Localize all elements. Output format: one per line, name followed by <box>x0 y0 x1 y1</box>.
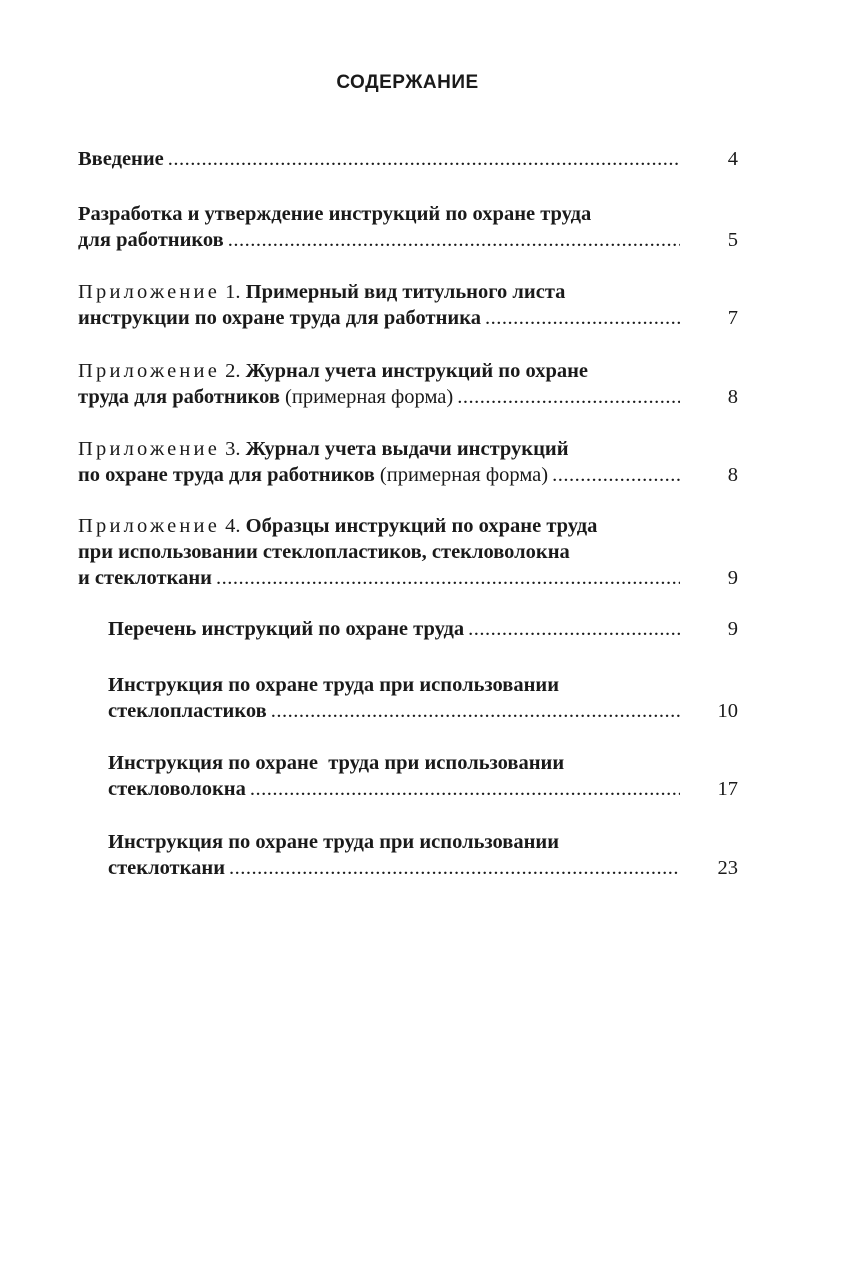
page-title: СОДЕРЖАНИЕ <box>336 72 479 93</box>
page-number: 7 <box>727 307 738 329</box>
toc-entry-instruction-fiberglass-fabric[interactable] <box>108 829 738 881</box>
toc-entry-appendix-1[interactable] <box>78 279 738 331</box>
dot-leader <box>216 565 680 591</box>
appendix-number: 1. <box>225 281 241 303</box>
page-number: 8 <box>727 464 738 486</box>
toc-entry-title-line: Образцы инструкций по охране труда <box>245 515 598 537</box>
appendix-prefix: Приложение <box>78 438 221 460</box>
page-number: 4 <box>727 148 738 170</box>
toc-entry-title-line: стеклоткани <box>108 857 226 879</box>
page-number: 17 <box>717 778 738 800</box>
toc-entry-title-line: труда для работников <box>78 386 280 408</box>
toc-entry-title-line: Журнал учета выдачи инструкций <box>245 438 569 460</box>
dot-leader <box>229 855 680 881</box>
toc-entry-title: Введение <box>78 148 164 170</box>
appendix-number: 2. <box>225 360 241 382</box>
toc-entry-title-line: по охране труда для работников <box>78 464 375 486</box>
dot-leader <box>468 616 680 642</box>
form-note: (примерная форма) <box>379 464 549 486</box>
dot-leader <box>271 698 680 724</box>
toc-entry-title-line: Разработка и утверждение инструкций по охране труда <box>78 203 592 225</box>
appendix-number: 4. <box>225 515 241 537</box>
toc-entry-title-line: Примерный вид титульного листа <box>245 281 566 303</box>
appendix-prefix: Приложение <box>78 515 221 537</box>
toc-entry-title-line: для работников <box>78 229 224 251</box>
toc-entry-appendix-4[interactable] <box>78 513 738 591</box>
dot-leader <box>168 146 680 172</box>
toc-entry-development[interactable] <box>78 201 738 253</box>
toc-entry-instruction-list[interactable] <box>108 616 738 642</box>
toc-entry-title: Перечень инструкций по охране труда <box>108 618 465 640</box>
form-note: (примерная форма) <box>285 386 454 408</box>
dot-leader <box>228 227 680 253</box>
toc-entry-title-line: Инструкция по охране труда при использовании <box>108 831 560 853</box>
dot-leader <box>250 776 680 802</box>
page-number: 9 <box>727 618 738 640</box>
appendix-prefix: Приложение <box>78 281 221 303</box>
toc-entry-appendix-3[interactable] <box>78 436 738 488</box>
dot-leader <box>457 384 680 410</box>
toc-entry-title-line: Инструкция по охране труда при использовании <box>108 674 560 696</box>
toc-entry-title-line: Журнал учета инструкций по охране <box>245 360 589 382</box>
dot-leader <box>485 305 680 331</box>
page-number: 5 <box>727 229 738 251</box>
toc-entry-title-line: стекловолокна <box>108 778 246 800</box>
page-number: 9 <box>727 567 738 589</box>
page-number: 23 <box>717 857 738 879</box>
toc-entry-instruction-fiberglass[interactable] <box>108 750 738 802</box>
page-number: 8 <box>727 386 738 408</box>
toc-entry-appendix-2[interactable] <box>78 358 738 410</box>
toc-entry-title-line: Инструкция по охране труда при использовании <box>108 752 565 774</box>
page-number: 10 <box>717 700 738 722</box>
toc-entry-intro[interactable] <box>78 146 738 172</box>
appendix-prefix: Приложение <box>78 360 221 382</box>
toc-entry-instruction-fiberglass-plastics[interactable] <box>108 672 738 724</box>
appendix-number: 3. <box>225 438 241 460</box>
dot-leader <box>552 462 680 488</box>
toc-entry-title-line: и стеклоткани <box>78 567 212 589</box>
toc-entry-title-line: стеклопластиков <box>108 700 267 722</box>
toc-entry-title-line: при использовании стеклопластиков, стекловолокна <box>78 541 570 563</box>
toc-entry-title-line: инструкции по охране труда для работника <box>78 307 481 329</box>
